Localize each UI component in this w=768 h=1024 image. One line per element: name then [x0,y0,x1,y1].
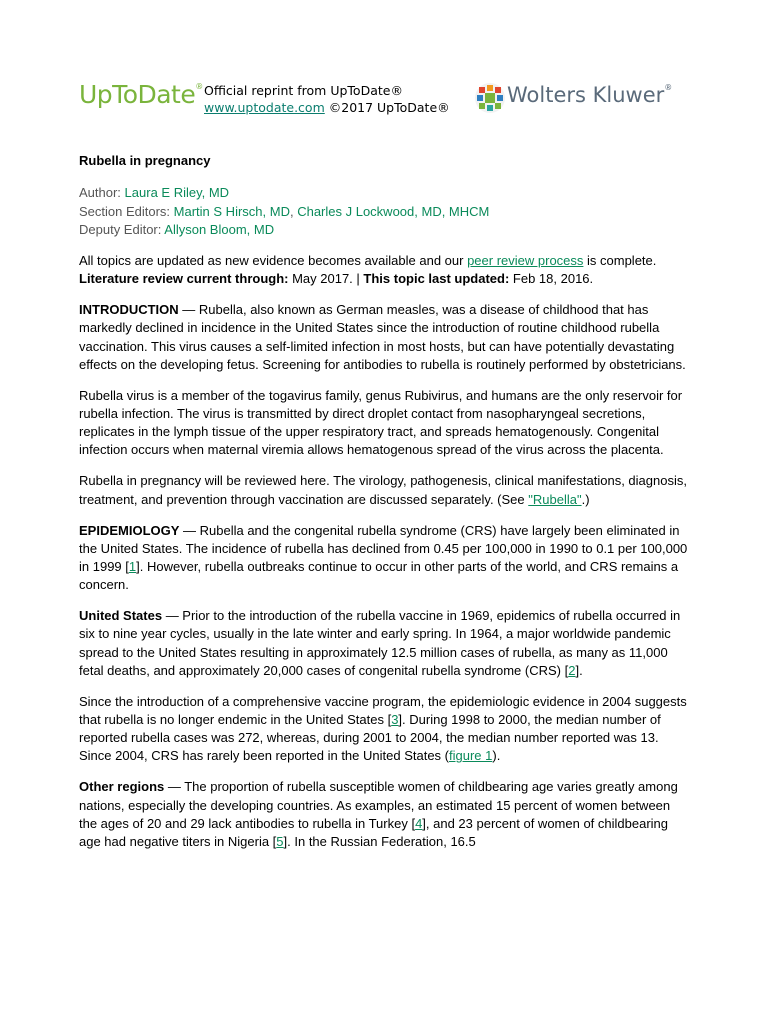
other-regions-paragraph [79,778,689,851]
section-editor-link[interactable]: Charles J Lockwood, MD, MHCM [297,203,490,219]
section-editor-link[interactable]: Martin S Hirsch, MD [173,203,290,219]
reprint-notice [204,82,450,116]
paragraph-text: ]. During 1998 to 2000, the median number of reported rubella cases was 272, whereas, during 2001 to 2004, the median number reported was 13. Since 2004, CRS has rarely been reported in the United States ( [79,712,661,764]
reference-link[interactable]: 4 [415,815,423,831]
reprint-header [79,78,679,128]
section-editors-line: Section Editors: Martin S Hirsch, MD, Charles J Lockwood, MD, MHCM [79,203,490,219]
update-notice [79,252,689,288]
author-line [79,184,689,203]
reprint-line-2 [204,99,450,116]
subsection-heading: United States [79,608,163,624]
article [79,152,689,864]
deputy-editor-label: Deputy Editor: [79,222,162,238]
wolters-kluwer-logo[interactable] [474,78,674,114]
lit-review-value: May 2017. | [288,271,364,287]
paragraph-text: — The proportion of rubella susceptible women of childbearing age varies greatly among nations, especially the developing countries. As examples, an estimated 15 percent of women between the ages of 20 and 29 lack antibodies to rubella in Turkey [ [79,779,678,831]
update-text: All topics are updated as new evidence becomes available and our [79,252,468,268]
review-scope-paragraph [79,472,689,508]
reference-link[interactable]: 3 [391,712,399,728]
virus-paragraph: Rubella virus is a member of the togavirus family, genus Rubivirus, and humans are the only reservoir for rubella infection. The virus is transmitted by direct droplet contact from nasopharyngeal secretions, replicates in the lymph tissue of the upper respiratory tract, and spreads hematogenously. Congenital infection occurs when maternal viremia allows hematogenous spread of the virus across the placenta. [79,387,683,458]
paragraph-text: .) [581,491,590,507]
peer-review-link[interactable]: peer review process [467,252,584,268]
subsection-heading: Other regions [79,779,165,795]
paragraph-text: Rubella in pregnancy will be reviewed here. The virology, pathogenesis, clinical manifestations, diagnosis, treatment, and prevention through vaccination are discussed separately. (See [79,473,687,507]
wolters-kluwer-emblem-icon [474,82,506,114]
paragraph-text: ]. [575,662,583,678]
reference-link[interactable]: 1 [128,559,137,575]
reference-link[interactable]: 5 [276,834,284,850]
epidemiology-paragraph [79,522,689,595]
uptodate-logo[interactable]: UpToDate® [79,80,203,109]
rubella-topic-link[interactable]: "Rubella" [528,491,582,507]
section-editors-label: Section Editors: [79,203,171,219]
deputy-editor-link[interactable]: Allyson Bloom, MD [164,222,275,238]
last-updated-label: This topic last updated: [363,271,510,287]
paragraph-text: ], and 23 percent of women of childbearing age had negative titers in Nigeria [ [79,815,669,850]
section-heading: EPIDEMIOLOGY [79,522,180,538]
lit-review-label: Literature review current through: [79,271,289,287]
introduction-paragraph [79,301,689,374]
paragraph-text: Since the introduction of a comprehensive vaccine program, the epidemiologic evidence in 2004 suggests that rubella is no longer endemic in the United States [ [79,693,687,728]
article-title: Rubella in pregnancy [79,153,211,168]
publisher-name: Wolters Kluwer® [507,83,673,107]
united-states-paragraph [79,607,689,680]
paragraph-text: ]. In the Russian Federation, 16.5 [283,834,476,850]
paragraph-text: ). [492,748,501,764]
reference-link[interactable]: 2 [568,662,576,678]
last-updated-value: Feb 18, 2016. [509,271,594,287]
paragraph-text: — Rubella, also known as German measles, was a disease of childhood that has markedly declined in incidence in the United States since the introduction of routine childhood rubella vaccination. This virus causes a self-limited infection in most hosts, but can have potentially devastating effects on the developing fetus. Screening for antibodies to rubella is routinely performed by obstetricians. [79,302,686,372]
paragraph-text: — Prior to the introduction of the rubella vaccine in 1969, epidemics of rubella occurred in six to nine year cycles, usually in the late winter and early spring. In 1964, a major worldwide pandemic spread to the United States resulting in approximately 12.5 million cases of rubella, as many as 11,000 fetal deaths, and approximately 20,000 cases of congenital rubella syndrome (CRS) [ [79,608,681,678]
deputy-editor-line [79,221,689,240]
section-heading: INTRODUCTION [79,302,179,318]
article-credits [79,184,689,240]
figure-link[interactable]: figure 1 [449,748,493,764]
paragraph-text: ]. However, rubella outbreaks continue to occur in other parts of the world, and CRS remains a concern. [79,559,679,593]
author-link[interactable]: Laura E Riley, MD [124,185,230,201]
update-text-tail: is complete. [583,252,657,268]
copyright-text: ©2017 UpToDate® [324,100,450,115]
vaccine-program-paragraph [79,693,689,766]
reprint-line-1: Official reprint from UpToDate® [204,83,403,98]
uptodate-link[interactable]: www.uptodate.com [204,100,325,115]
author-label: Author: [79,185,121,201]
paragraph-text: — Rubella and the congenital rubella syndrome (CRS) have largely been eliminated in the United States. The incidence of rubella has declined from 0.45 per 100,000 in 1990 to 0.1 per 100,000 in 1999 [ [79,522,688,575]
